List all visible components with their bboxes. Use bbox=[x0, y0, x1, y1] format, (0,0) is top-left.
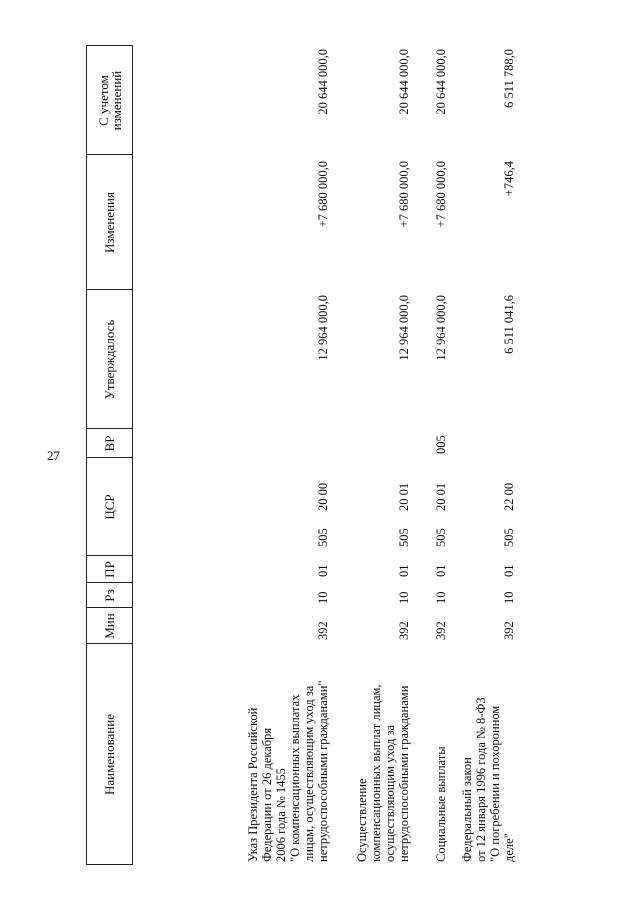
cell-csr-a: 505 bbox=[502, 528, 516, 547]
header-with-changes-line1: С учетом bbox=[95, 75, 111, 126]
cell-min: 392 bbox=[434, 621, 448, 640]
cell-approved: 6 511 041,6 bbox=[502, 295, 516, 354]
cell-rz: 10 bbox=[434, 591, 448, 604]
row-name-line: Федеральный закон bbox=[460, 757, 474, 862]
row-name bbox=[355, 647, 411, 862]
header-min: Мин bbox=[102, 613, 117, 639]
cell-changes: +7 680 000,0 bbox=[397, 161, 411, 228]
header-approved: Утверждалось bbox=[102, 319, 117, 400]
row-name-line: Социальные выплаты bbox=[434, 746, 448, 862]
table-row bbox=[341, 45, 411, 865]
row-name-line: Осуществление bbox=[355, 778, 369, 862]
cell-rz: 10 bbox=[502, 591, 516, 604]
cell-pr: 01 bbox=[434, 564, 448, 577]
cell-vr: 005 bbox=[434, 435, 448, 454]
cell-approved: 12 964 000,0 bbox=[316, 295, 330, 361]
budget-table bbox=[86, 45, 516, 865]
cell-pr: 01 bbox=[502, 564, 516, 577]
cell-changes: +746,4 bbox=[502, 161, 516, 197]
cell-approved: 12 964 000,0 bbox=[434, 295, 448, 361]
row-name-line: "О погребении и похоронном bbox=[488, 705, 502, 862]
header-pr: ПР bbox=[102, 561, 117, 578]
row-name-line: лицам, осуществляющим уход за bbox=[302, 685, 316, 862]
row-name-line: от 12 января 1996 года № 8-ФЗ bbox=[474, 697, 488, 862]
row-name-line: осуществляющим уход за bbox=[383, 725, 397, 862]
cell-total: 20 644 000,0 bbox=[316, 49, 330, 115]
row-name-line: деле" bbox=[502, 833, 516, 862]
cell-csr-b: 20 01 bbox=[434, 482, 448, 511]
header-vr: ВР bbox=[102, 435, 117, 452]
row-name bbox=[434, 647, 448, 862]
cell-pr: 01 bbox=[397, 564, 411, 577]
cell-pr: 01 bbox=[316, 564, 330, 577]
cell-rz: 10 bbox=[316, 591, 330, 604]
cell-csr-b: 20 01 bbox=[397, 482, 411, 511]
header-changes: Изменения bbox=[102, 192, 117, 253]
header-with-changes bbox=[86, 46, 133, 155]
cell-approved: 12 964 000,0 bbox=[397, 295, 411, 361]
header-csr: ЦСР bbox=[102, 494, 117, 520]
cell-changes: +7 680 000,0 bbox=[434, 161, 448, 228]
cell-csr-a: 505 bbox=[434, 528, 448, 547]
header-rz: Рз bbox=[102, 589, 117, 602]
page-number: 27 bbox=[47, 448, 60, 463]
cell-rz: 10 bbox=[397, 591, 411, 604]
row-name-line: Федерации от 26 декабря bbox=[260, 727, 274, 862]
row-name-line: "О компенсационных выплатах bbox=[288, 694, 302, 862]
cell-min: 392 bbox=[502, 621, 516, 640]
table-row bbox=[160, 45, 330, 865]
cell-min: 392 bbox=[397, 621, 411, 640]
cell-changes: +7 680 000,0 bbox=[316, 161, 330, 228]
cell-csr-b: 20 00 bbox=[316, 482, 330, 511]
cell-csr-a: 505 bbox=[316, 528, 330, 547]
row-name-line: компенсационных выплат лицам, bbox=[369, 684, 383, 862]
table-row bbox=[452, 45, 516, 865]
row-name-line: нетрудоспособными гражданами bbox=[397, 685, 411, 862]
header-name: Наименование bbox=[102, 714, 117, 795]
row-name bbox=[460, 647, 516, 862]
row-name-line: 2006 года № 1455 bbox=[274, 768, 288, 862]
cell-total: 20 644 000,0 bbox=[434, 49, 448, 115]
table-row bbox=[418, 45, 448, 865]
cell-csr-b: 22 00 bbox=[502, 482, 516, 511]
row-name-line: нетрудоспособными гражданами" bbox=[316, 680, 330, 862]
header-with-changes-line2: изменений bbox=[108, 70, 124, 131]
cell-csr-a: 505 bbox=[397, 528, 411, 547]
row-name bbox=[246, 647, 330, 862]
cell-total: 20 644 000,0 bbox=[397, 49, 411, 115]
cell-total: 6 511 788,0 bbox=[502, 49, 516, 108]
cell-min: 392 bbox=[316, 621, 330, 640]
row-name-line: Указ Президента Российской bbox=[246, 707, 260, 862]
